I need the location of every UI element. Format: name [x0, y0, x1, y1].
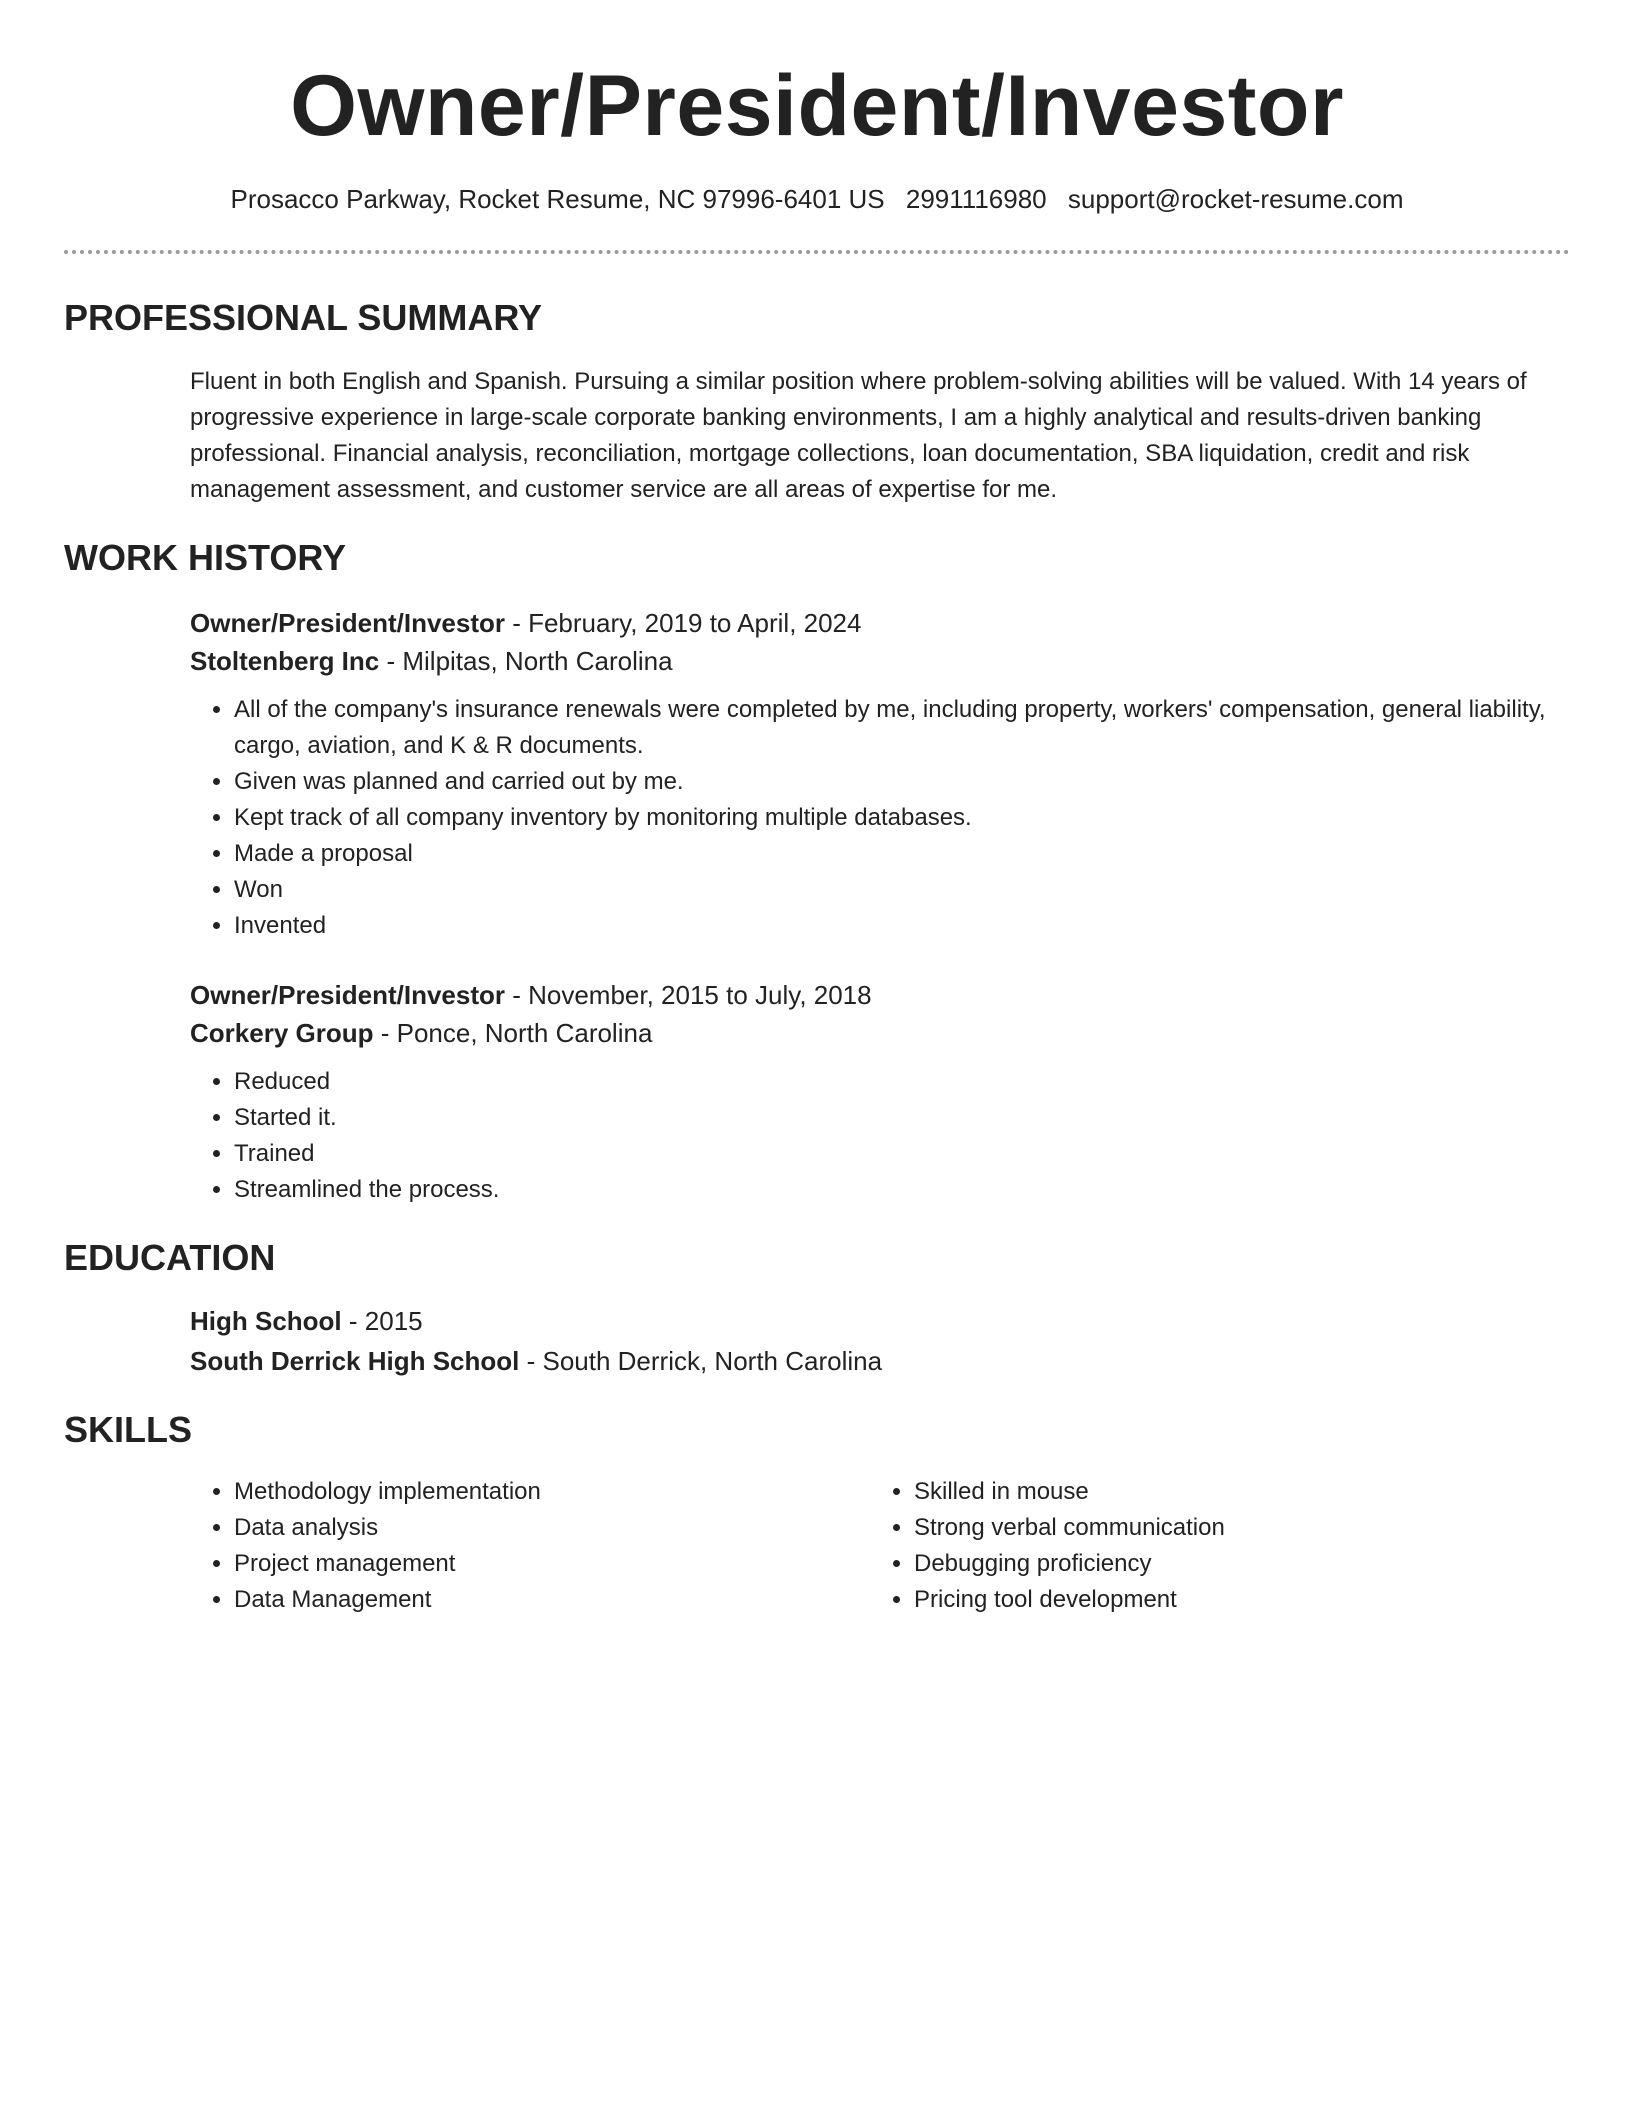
job-location: - Milpitas, North Carolina — [379, 646, 673, 676]
job-company-line — [190, 642, 1570, 680]
job-bullet: • Given was planned and carried out by me. — [234, 764, 1570, 800]
skills-heading: SKILLS — [64, 1409, 193, 1450]
summary-text: Fluent in both English and Spanish. Pursuing a similar position where problem-solving abilities will be valued. With 14 years of progressive experience in large-scale corporate banking environments, I am a highly analytical and results-driven banking professional. Financial analysis, reconciliation, mortgage collections, loan documentation, SBA liquidation, credit and risk management assessment, and customer service are all areas of expertise for me. — [190, 368, 1527, 503]
work-heading: WORK HISTORY — [64, 537, 347, 578]
job-dates: - February, 2019 to April, 2024 — [504, 608, 862, 638]
contact-line — [64, 182, 1570, 216]
job-bullets — [190, 1064, 1570, 1208]
education-degree: High School — [190, 1306, 342, 1336]
education-heading: EDUCATION — [64, 1237, 276, 1278]
skill-item: • Data analysis — [234, 1510, 870, 1546]
job-bullet: • Started it. — [234, 1100, 1570, 1136]
job-bullet: • Won — [234, 872, 1570, 908]
skill-item: • Project management — [234, 1546, 870, 1582]
resume-name: Owner/President/Investor — [290, 58, 1344, 154]
work-section — [64, 536, 1570, 1208]
job-dates: - November, 2015 to July, 2018 — [504, 980, 872, 1010]
skill-item: • Pricing tool development — [914, 1582, 1550, 1618]
job-bullet: • Invented — [234, 908, 1570, 944]
skills-grid — [190, 1474, 1570, 1618]
skill-item: • Strong verbal communication — [914, 1510, 1550, 1546]
resume-page — [64, 0, 1570, 1618]
job-bullet: • Kept track of all company inventory by monitoring multiple databases. — [234, 800, 1570, 836]
education-degree-line — [190, 1302, 1570, 1340]
education-section — [64, 1236, 1570, 1380]
summary-heading: PROFESSIONAL SUMMARY — [64, 297, 543, 338]
header-divider — [64, 250, 1570, 254]
job-bullets — [190, 692, 1570, 944]
education-location: - South Derrick, North Carolina — [519, 1346, 883, 1376]
job-bullet: • Trained — [234, 1136, 1570, 1172]
job-bullet: • Reduced — [234, 1064, 1570, 1100]
skill-item: • Methodology implementation — [234, 1474, 870, 1510]
job-role: Owner/President/Investor — [190, 608, 505, 638]
skill-item: • Debugging proficiency — [914, 1546, 1550, 1582]
job-company-line — [190, 1014, 1570, 1052]
education-school-line — [190, 1342, 1570, 1380]
job-bullet: • All of the company's insurance renewals were completed by me, including property, workers' compensation, general liability, cargo, aviation, and K & R documents. — [234, 692, 1570, 764]
job-location: - Ponce, North Carolina — [373, 1018, 653, 1048]
job-title-line — [190, 976, 1570, 1014]
skills-column-right — [870, 1474, 1550, 1618]
job-entry — [64, 604, 1570, 944]
job-role: Owner/President/Investor — [190, 980, 505, 1010]
education-school: South Derrick High School — [190, 1346, 520, 1376]
contact-phone: 2991116980 — [905, 184, 1047, 214]
job-entry — [64, 976, 1570, 1208]
contact-email: support@rocket-resume.com — [1067, 184, 1404, 214]
summary-section — [64, 296, 1570, 508]
education-year: - 2015 — [341, 1306, 423, 1336]
job-company: Corkery Group — [190, 1018, 374, 1048]
skill-item: • Skilled in mouse — [914, 1474, 1550, 1510]
skill-item: • Data Management — [234, 1582, 870, 1618]
job-title-line — [190, 604, 1570, 642]
job-company: Stoltenberg Inc — [190, 646, 380, 676]
contact-address: Prosacco Parkway, Rocket Resume, NC 97996-6401 US — [230, 184, 885, 214]
job-bullet: • Made a proposal — [234, 836, 1570, 872]
job-bullet: • Streamlined the process. — [234, 1172, 1570, 1208]
skills-column-left — [190, 1474, 870, 1618]
skills-section — [64, 1408, 1570, 1618]
